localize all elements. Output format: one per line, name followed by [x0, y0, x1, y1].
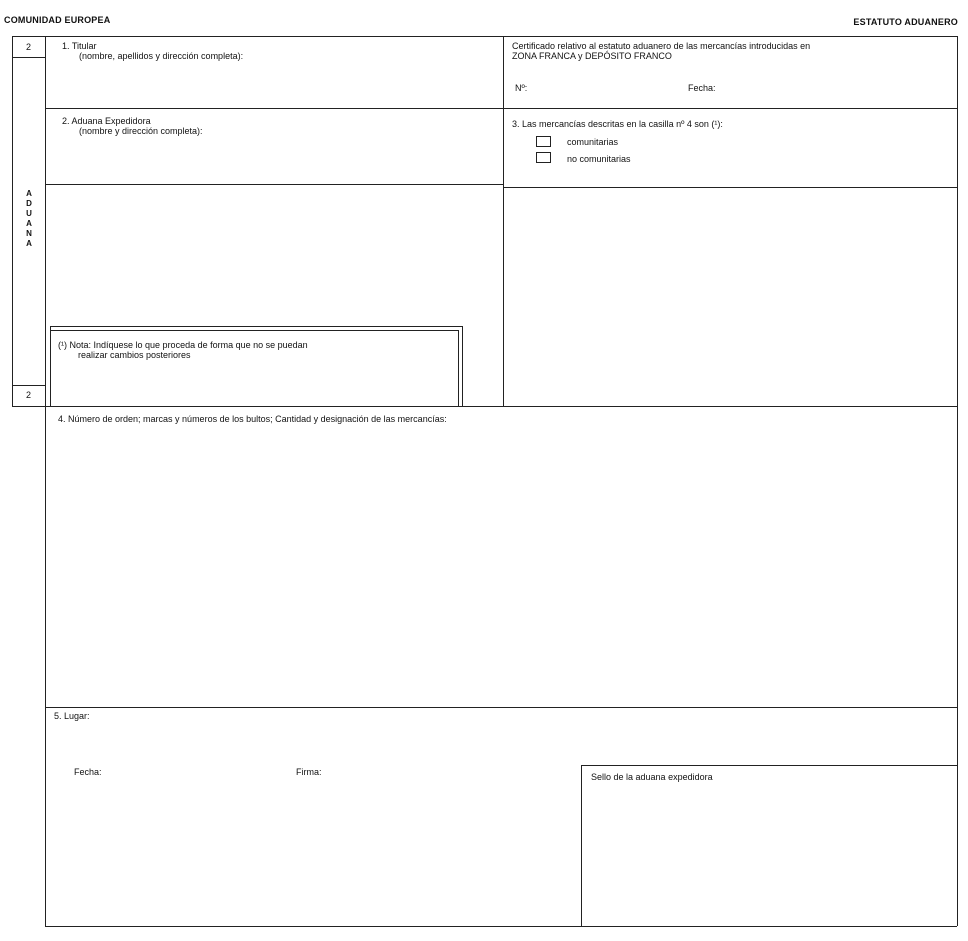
box5-date-label: Fecha: [74, 767, 102, 777]
box4-goods-field[interactable] [50, 428, 952, 702]
checkbox-no-comunitarias[interactable] [536, 152, 551, 163]
box1-title: 1. Titular [62, 41, 97, 51]
box1-holder-field[interactable] [50, 66, 498, 104]
note-line1: (¹) Nota: Indíquese lo que proceda de forma que no se puedan [58, 340, 308, 350]
box2-subtitle: (nombre y dirección completa): [79, 126, 203, 136]
side-box-number-bottom: 2 [25, 390, 31, 400]
box5-date-field[interactable] [110, 764, 280, 778]
option-no-comunitarias-label: no comunitarias [567, 154, 631, 164]
checkbox-comunitarias[interactable] [536, 136, 551, 147]
certificate-line1: Certificado relativo al estatuto aduanero de las mercancías introducidas en [512, 41, 811, 51]
header-right: ESTATUTO ADUANERO [853, 17, 958, 27]
option-comunitarias-label: comunitarias [567, 137, 619, 147]
box5-signature-field[interactable] [332, 764, 572, 804]
header-left: COMUNIDAD EUROPEA [4, 15, 111, 25]
note-line2: realizar cambios posteriores [78, 350, 191, 360]
box4-title: 4. Número de orden; marcas y números de los bultos; Cantidad y designación de las mercancías: [58, 414, 447, 424]
box2-office-field[interactable] [50, 140, 498, 180]
certificate-date-label: Fecha: [688, 83, 716, 93]
stamp-label: Sello de la aduana expedidora [591, 772, 713, 782]
certificate-line2: ZONA FRANCA y DEPÓSITO FRANCO [512, 51, 672, 61]
box3-title: 3. Las mercancías descritas en la casilla nº 4 son (¹): [512, 119, 723, 129]
box5-place-field[interactable] [96, 708, 576, 726]
certificate-number-label: Nº: [515, 83, 528, 93]
box5-signature-label: Firma: [296, 767, 322, 777]
certificate-date-field[interactable] [722, 80, 942, 94]
box2-title: 2. Aduana Expedidora [62, 116, 151, 126]
side-vertical-label: A D U A N A [26, 189, 32, 248]
box5-title: 5. Lugar: [54, 711, 90, 721]
stamp-area[interactable] [586, 786, 952, 922]
box1-subtitle: (nombre, apellidos y dirección completa): [79, 51, 244, 61]
certificate-number-field[interactable] [532, 80, 672, 94]
side-box-number-top: 2 [25, 42, 31, 52]
